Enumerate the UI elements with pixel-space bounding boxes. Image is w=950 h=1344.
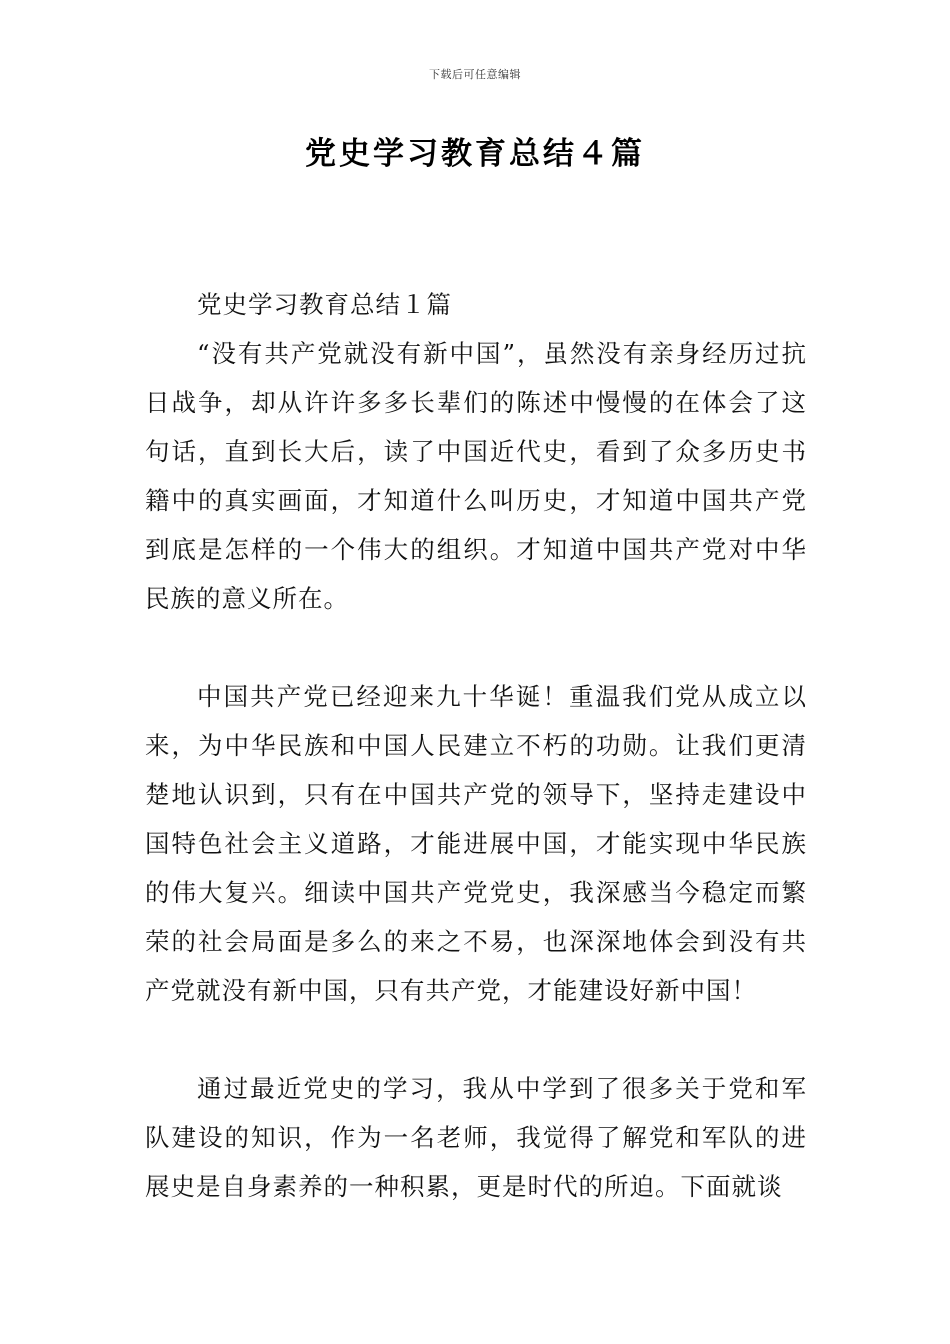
section-heading: 党史学习教育总结１篇 (197, 290, 452, 319)
header-note: 下载后可任意编辑 (429, 68, 521, 81)
paragraph-spacer (145, 623, 807, 672)
paragraph-2: 中国共产党已经迎来九十华诞！重温我们党从成立以来，为中华民族和中国人民建立不朽的功勋。让我们更清楚地认识到，只有在中国共产党的领导下，坚持走建设中国特色社会主义道路，才能进展中国，才能实现中华民族的伟大复兴。细读中国共产党党史，我深感当今稳定而繁荣的社会局面是多么的来之不易，也深深地体会到没有共产党就没有新中国，只有共产党，才能建设好新中国！ (145, 682, 807, 1005)
paragraph-spacer (145, 1015, 807, 1064)
paragraph-3: 通过最近党史的学习，我从中学到了很多关于党和军队建设的知识，作为一名老师，我觉得了解党和军队的进展史是自身素养的一种积累，更是时代的所迫。下面就谈 (145, 1074, 807, 1201)
document-title: 党史学习教育总结４篇 (305, 136, 645, 172)
paragraph-1: “没有共产党就没有新中国”，虽然没有亲身经历过抗日战争，却从许许多多长辈们的陈述中慢慢的在体会了这句话，直到长大后，读了中国近代史，看到了众多历史书籍中的真实画面，才知道什么叫历史，才知道中国共产党到底是怎样的一个伟大的组织。才知道中国共产党对中华民族的意义所在。 (145, 339, 807, 613)
document-body (145, 280, 807, 1211)
